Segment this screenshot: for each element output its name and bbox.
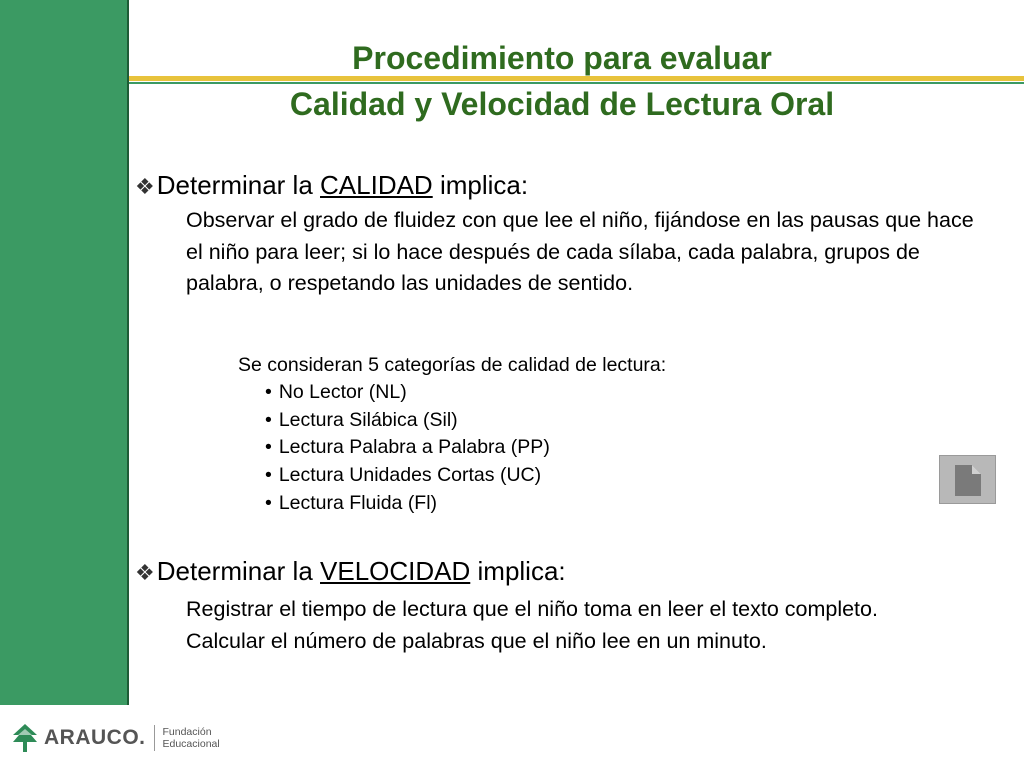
logo-brand: ARAUCO.	[44, 726, 146, 749]
document-link-button[interactable]	[939, 455, 996, 504]
list-item: • Lectura Unidades Cortas (UC)	[265, 462, 550, 490]
logo-separator	[154, 725, 155, 751]
calidad-heading	[135, 170, 528, 202]
tree-icon	[12, 723, 38, 753]
arauco-logo	[12, 721, 220, 755]
list-item: • Lectura Silábica (Sil)	[265, 407, 550, 435]
diamond-bullet-icon: ❖	[135, 560, 155, 585]
categories-list	[265, 379, 550, 518]
sidebar-band	[0, 0, 129, 705]
list-item: • No Lector (NL)	[265, 379, 550, 407]
velocidad-heading-prefix: Determinar la	[156, 556, 321, 586]
calidad-heading-suffix: implica:	[432, 170, 529, 200]
list-item: • Lectura Palabra a Palabra (PP)	[265, 434, 550, 462]
document-icon	[954, 464, 982, 497]
slide-title-line1: Procedimiento para evaluar	[352, 40, 772, 76]
diamond-bullet-icon: ❖	[135, 174, 155, 199]
list-item: • Lectura Fluida (Fl)	[265, 490, 550, 518]
logo-subtitle: Fundación Educacional	[162, 726, 220, 750]
velocidad-keyword: VELOCIDAD	[320, 556, 471, 586]
velocidad-line1: Registrar el tiempo de lectura que el niño toma en leer el texto completo.	[186, 597, 878, 621]
calidad-keyword: CALIDAD	[320, 170, 433, 200]
velocidad-heading-suffix: implica:	[470, 556, 566, 586]
velocidad-heading	[135, 556, 566, 588]
title-divider-green	[129, 82, 1024, 84]
slide-title-line2: Calidad y Velocidad de Lectura Oral	[289, 86, 835, 122]
calidad-heading-prefix: Determinar la	[156, 170, 321, 200]
velocidad-line2: Calcular el número de palabras que el niño lee en un minuto.	[186, 628, 767, 653]
velocidad-description	[186, 594, 976, 657]
categories-intro: Se consideran 5 categorías de calidad de lectura:	[238, 354, 667, 376]
calidad-description: Observar el grado de fluidez con que lee el niño, fijándose en las pausas que hace el niño para leer; si lo hace después de cada sílaba, cada palabra, grupos de palabra, o respetando las unidades de sentido.	[186, 208, 974, 295]
